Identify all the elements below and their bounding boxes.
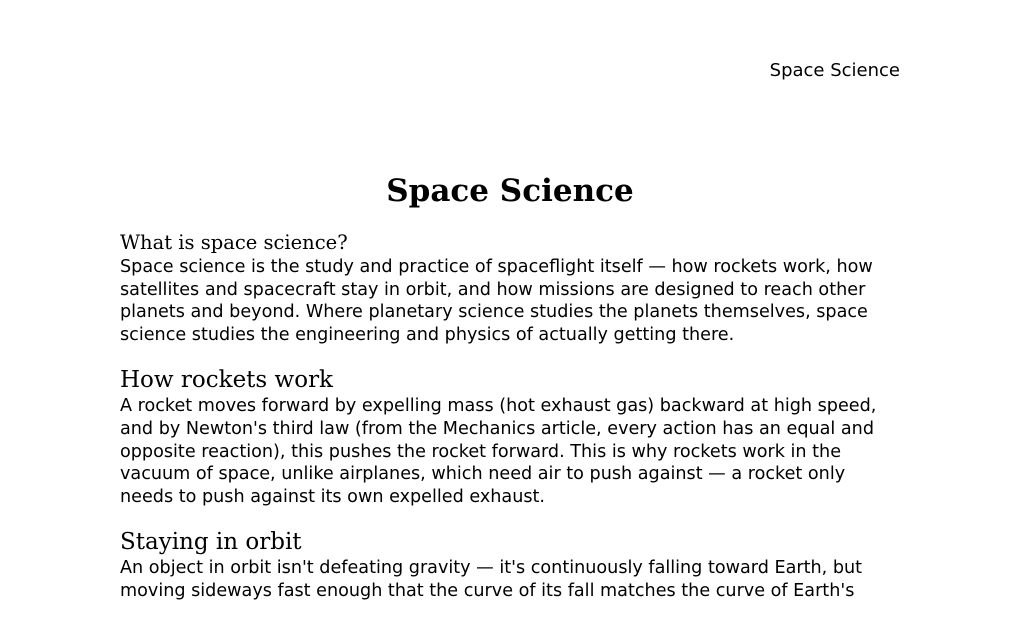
section-body-orbit: An object in orbit isn't defeating gravity — it's continuously falling toward Earth, but moving sideways fast enough that the curve of its fall matches the curve of Earth's	[120, 558, 863, 601]
section-heading-orbit: Staying in orbit	[120, 529, 302, 556]
intro-paragraph: Space science is the study and practice of spaceflight itself — how rockets work, how satellites and spacecraft stay in orbit, and how missions are designed to reach other planets and beyond. Where planetary science studies the planets themselves, space science studies the engineering and physics of actually getting there.	[120, 257, 873, 345]
section-heading-rockets: How rockets work	[120, 367, 333, 394]
article	[120, 172, 900, 603]
running-header: Space Science	[769, 60, 900, 81]
page-title: Space Science	[386, 173, 634, 209]
section-body-rockets: A rocket moves forward by expelling mass (hot exhaust gas) backward at high speed, and by Newton's third law (from the Mechanics article, every action has an equal and opposite reaction), this pushes the rocket forward. This is why rockets work in the vacuum of space, unlike airplanes, which need air to push against — a rocket only needs to push against its own expelled exhaust.	[120, 396, 877, 507]
article-subtitle: What is space science?	[120, 231, 348, 254]
